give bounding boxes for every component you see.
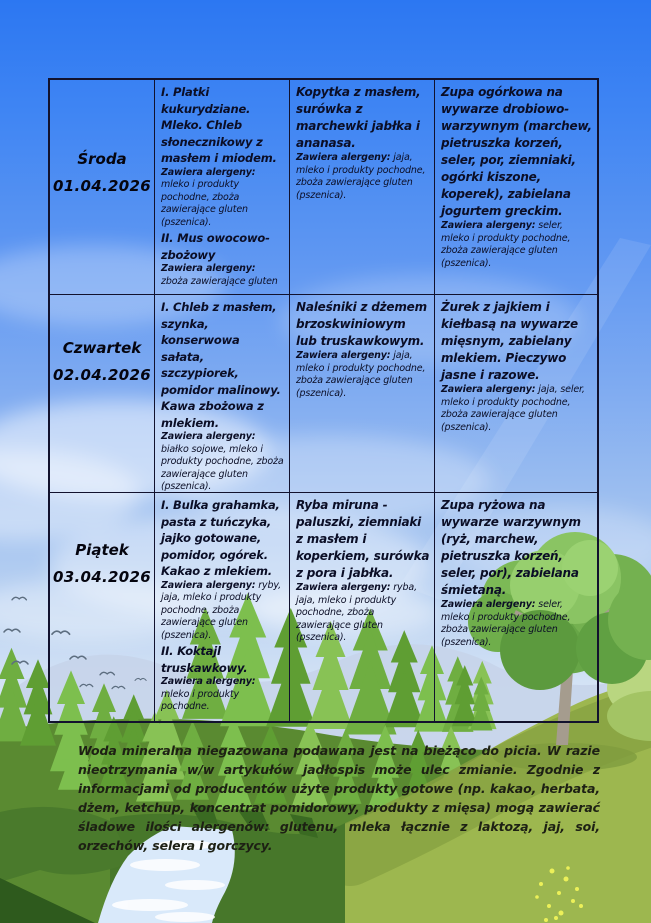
dish-text: Ryba miruna - paluszki, ziemniaki z masłem i koperkiem, surówka z pora i jabłka. xyxy=(296,498,430,580)
day-cell-friday xyxy=(50,493,155,721)
allergen-note xyxy=(161,167,285,230)
allergen-label: Zawiera alergeny: xyxy=(296,152,391,163)
main-course-cell xyxy=(290,295,435,493)
allergen-note xyxy=(161,580,285,643)
main-course-cell xyxy=(290,80,435,295)
allergen-list: mleko i produkty pochodne, zboża zawierające gluten (pszenica). xyxy=(161,179,248,228)
day-date: 02.04.2026 xyxy=(53,366,151,384)
allergen-note xyxy=(296,350,430,400)
menu-table xyxy=(48,78,599,723)
dish-text: Żurek z jajkiem i kiełbasą na wywarze mięsnym, zabielany mlekiem. Pieczywo jasne i razowe. xyxy=(441,300,578,382)
allergen-note xyxy=(296,582,430,645)
allergen-label: Zawiera alergeny: xyxy=(161,579,256,591)
day-name: Środa xyxy=(77,150,127,168)
dish-text: II. Koktajl truskawkowy. xyxy=(161,644,248,675)
allergen-label: Zawiera alergeny: xyxy=(161,166,256,178)
allergen-note xyxy=(296,152,430,202)
allergen-note xyxy=(161,431,285,493)
allergen-label: Zawiera alergeny: xyxy=(161,263,256,274)
allergen-list: jaja, mleko i produkty pochodne, zboża zawierające gluten (pszenica). xyxy=(296,152,426,201)
allergen-list: zboża zawierające gluten xyxy=(161,275,278,287)
allergen-list: jaja, mleko i produkty pochodne, zboża zawierające gluten (pszenica). xyxy=(296,350,426,399)
allergen-list: białko sojowe, mleko i produkty pochodne, zboża zawierające gluten (pszenica). xyxy=(161,443,284,492)
breakfast-cell xyxy=(155,295,290,493)
allergen-label: Zawiera alergeny: xyxy=(161,676,256,687)
breakfast-cell xyxy=(155,493,290,721)
soup-cell xyxy=(435,493,597,721)
day-cell-thursday xyxy=(50,295,155,493)
allergen-note xyxy=(441,384,593,434)
allergen-note xyxy=(441,599,593,649)
dish-text: I. Bulka grahamka, pasta z tuńczyka, jajko gotowane, pomidor, ogórek. Kakao z mlekiem. xyxy=(161,498,280,578)
allergen-label: Zawiera alergeny: xyxy=(441,220,536,231)
day-date: 03.04.2026 xyxy=(53,568,151,586)
main-course-cell xyxy=(290,493,435,721)
breakfast-cell xyxy=(155,80,290,295)
allergen-list: ryby, jaja, mleko i produkty pochodne, zboża zawierające gluten (pszenica). xyxy=(161,579,282,641)
allergen-list: jaja, seler, mleko i produkty pochodne, zboża zawierające gluten (pszenica). xyxy=(441,384,585,433)
dish-text: Zupa ryżowa na wywarze warzywnym (ryż, marchew, pietruszka korzeń, seler, por), zabielana śmietaną. xyxy=(441,498,581,597)
dish-text: I. Chleb z masłem, szynka, konserwowa sałata, szczypiorek, pomidor malinowy. Kawa zbożowa z mlekiem. xyxy=(161,300,281,430)
day-date: 01.04.2026 xyxy=(53,177,151,195)
dish-text: Kopytka z masłem, surówka z marchewki jabłka i ananasa. xyxy=(296,85,421,150)
allergen-note xyxy=(441,220,593,270)
dish-text: I. Platki kukurydziane. Mleko. Chleb słonecznikowy z masłem i miodem. xyxy=(161,85,277,165)
day-cell-wednesday xyxy=(50,80,155,295)
allergen-label: Zawiera alergeny: xyxy=(441,384,536,395)
allergen-list: seler, mleko i produkty pochodne, zboża zawierające gluten (pszenica). xyxy=(441,599,571,648)
allergen-label: Zawiera alergeny: xyxy=(296,350,391,361)
allergen-note xyxy=(161,676,285,714)
dish-text: II. Mus owocowo-zbożowy xyxy=(161,231,270,262)
allergen-list: mleko i produkty pochodne. xyxy=(161,688,239,712)
allergen-label: Zawiera alergeny: xyxy=(441,599,536,610)
soup-cell xyxy=(435,80,597,295)
allergen-label: Zawiera alergeny: xyxy=(161,431,256,442)
dish-text: Zupa ogórkowa na wywarze drobiowo-warzywnym (marchew, pietruszka korzeń, seler, por, ziemniaki, ogórki kiszone, koperek), zabielana jogurtem greckim. xyxy=(441,85,592,218)
allergen-list: ryba, jaja, mleko i produkty pochodne, zboża zawierające gluten (pszenica). xyxy=(296,582,417,643)
day-name: Czwartek xyxy=(62,339,142,357)
allergen-list: seler, mleko i produkty pochodne, zboża zawierające gluten (pszenica). xyxy=(441,220,571,269)
day-name: Piątek xyxy=(75,541,129,559)
allergen-note xyxy=(161,263,285,288)
allergen-label: Zawiera alergeny: xyxy=(296,582,391,593)
dish-text: Naleśniki z dżemem brzoskwiniowym lub truskawkowym. xyxy=(296,300,427,348)
soup-cell xyxy=(435,295,597,493)
footer-disclaimer: Woda mineralna niegazowana podawana jest na bieżąco do picia. W razie nieotrzymania w/w artykułów jadłospis może ulec zmianie. Zgodnie z informacjami od producentów użyte produkty gotowe (np. kakao, herbata, dżem, ketchup, koncentrat pomidorowy, produkty z mięsa) mogą zawierać śladowe ilości alergenów: glutenu, mleka łącznie z laktozą, jaj, soi, orzechów, selera i gorczycy. xyxy=(78,743,600,853)
